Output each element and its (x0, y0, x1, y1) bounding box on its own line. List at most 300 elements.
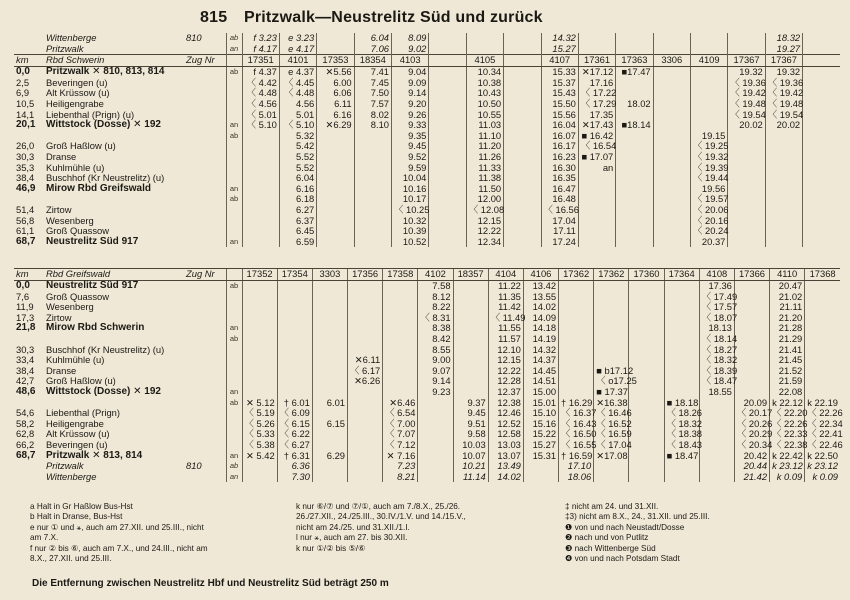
time-cell: 21.45 (770, 355, 805, 366)
time-cell: 〈 5.01 (242, 110, 279, 121)
km-cell: 33,4 (16, 354, 35, 366)
time-cell (734, 387, 769, 398)
arrival-departure-marker: ab (226, 461, 242, 472)
time-cell (429, 237, 466, 248)
footnote-line: k nur ⑥/⑦ und ⑦/①, auch am 7./8.X., 25./26. (296, 502, 461, 511)
time-cell: 12.10 (488, 345, 523, 356)
time-cell (418, 440, 453, 451)
time-cell: 〈 19.48 (765, 99, 802, 110)
time-cell (594, 345, 629, 356)
timetable-title (200, 9, 660, 27)
time-cell: 8.21 (383, 472, 418, 483)
time-cell: 15.50 (541, 99, 578, 110)
connection-cell (184, 88, 226, 99)
time-cell: 6.15 (312, 419, 347, 430)
station-name: Zirtow (46, 203, 72, 215)
time-cell: 7.58 (418, 281, 453, 292)
station-name: Dranse (46, 150, 77, 162)
station-name: Groß Haßlow (u) (46, 140, 116, 152)
time-cell: 16.47 (541, 184, 578, 195)
time-cell: 16.48 (541, 194, 578, 205)
time-cell: 9.33 (392, 120, 429, 131)
timetable-row (14, 269, 840, 281)
time-cell: 21.59 (770, 376, 805, 387)
time-cell: 21.42 (734, 472, 769, 483)
time-cell: 〈 5.33 (242, 429, 277, 440)
time-cell: ✕17.43 (578, 120, 615, 131)
time-cell: 15.43 (541, 88, 578, 99)
time-cell (504, 44, 541, 55)
time-cell (578, 205, 615, 216)
time-cell: 9.07 (418, 366, 453, 377)
time-cell (803, 173, 840, 184)
timetable-row (14, 152, 840, 163)
train-number: 17366 (734, 269, 769, 281)
time-cell (354, 184, 391, 195)
time-cell (803, 99, 840, 110)
train-number: 17353 (317, 55, 354, 67)
time-cell (629, 281, 664, 292)
time-cell: 15.27 (541, 44, 578, 55)
time-cell: 〈 16.43 (559, 419, 594, 430)
connection-cell (184, 184, 226, 195)
time-cell: 10.43 (466, 88, 503, 99)
time-cell (348, 440, 383, 451)
time-cell: 5.32 (279, 131, 316, 142)
time-cell: ■17.47 (616, 67, 653, 78)
time-cell (242, 323, 277, 334)
km-cell: 68,7 (16, 235, 36, 247)
time-cell (691, 33, 728, 44)
time-cell (559, 387, 594, 398)
time-cell (277, 281, 312, 292)
time-cell: 〈 19.48 (728, 99, 765, 110)
time-cell: 9.26 (392, 110, 429, 121)
time-cell (348, 472, 383, 483)
connection-cell (184, 237, 226, 248)
arrival-departure-marker: an (226, 44, 242, 55)
timetable-row (14, 408, 840, 419)
time-cell (616, 194, 653, 205)
time-cell (664, 472, 699, 483)
time-cell (578, 33, 615, 44)
time-cell (277, 355, 312, 366)
time-cell (699, 408, 734, 419)
time-cell: 16.35 (541, 173, 578, 184)
time-cell (317, 237, 354, 248)
time-cell: 6.11 (317, 99, 354, 110)
time-cell (242, 163, 279, 174)
time-cell (765, 163, 802, 174)
station-name: Pritzwalk ✕ 813, 814 (46, 449, 143, 461)
time-cell (242, 355, 277, 366)
time-cell (383, 355, 418, 366)
train-number: 4106 (523, 269, 558, 281)
station-name: Beveringen (u) (46, 438, 108, 450)
arrival-departure-marker: an (226, 387, 242, 398)
time-cell (664, 345, 699, 356)
time-cell (805, 323, 840, 334)
time-cell (578, 237, 615, 248)
time-cell (317, 226, 354, 237)
time-cell (629, 302, 664, 313)
timetable-row (14, 387, 840, 398)
footnote-line: 8.X., 27.XII. und 25.III. (30, 554, 112, 564)
time-cell: 16.04 (541, 120, 578, 131)
connection-cell (184, 398, 226, 409)
km-cell: 35,3 (16, 161, 35, 173)
station-name: Dranse (46, 364, 77, 376)
time-cell (277, 345, 312, 356)
time-cell: 11.10 (466, 131, 503, 142)
time-cell (629, 387, 664, 398)
time-cell (242, 184, 279, 195)
time-cell (803, 44, 840, 55)
time-cell (629, 461, 664, 472)
time-cell (803, 131, 840, 142)
time-cell: 9.58 (453, 429, 488, 440)
train-number: 18357 (453, 269, 488, 281)
km-cell: 38,4 (16, 172, 35, 184)
train-number: 17354 (277, 269, 312, 281)
arrival-departure-marker: ab (226, 33, 242, 44)
time-cell (805, 355, 840, 366)
km-cell: 10,5 (16, 97, 35, 109)
arrival-departure-marker (226, 269, 242, 281)
time-cell (523, 461, 558, 472)
time-cell: 15.27 (523, 440, 558, 451)
time-cell (504, 152, 541, 163)
time-cell: 17.36 (699, 281, 734, 292)
time-cell: 21.41 (770, 345, 805, 356)
time-cell: 〈 16.37 (559, 408, 594, 419)
time-cell: 19.27 (765, 44, 802, 55)
km-cell: 30,3 (16, 343, 35, 355)
time-cell (629, 472, 664, 483)
time-cell (242, 131, 279, 142)
train-number: 4103 (392, 55, 429, 67)
arrival-departure-marker (226, 419, 242, 430)
time-cell (728, 163, 765, 174)
connection-cell (184, 387, 226, 398)
time-cell: 11.33 (466, 163, 503, 174)
time-cell: 10.16 (392, 184, 429, 195)
time-cell (466, 44, 503, 55)
time-cell (578, 173, 615, 184)
time-cell: 〈 19.32 (691, 152, 728, 163)
time-cell: k 22.19 (805, 398, 840, 409)
km-cell: 38,4 (16, 364, 35, 376)
connection-cell (184, 429, 226, 440)
time-cell (629, 419, 664, 430)
time-cell (803, 141, 840, 152)
time-cell (312, 313, 347, 324)
time-cell: 17.04 (541, 216, 578, 227)
station-name: Buschhof (Kr Neustrelitz) (u) (46, 343, 165, 355)
time-cell: 21.52 (770, 366, 805, 377)
time-cell: 9.14 (392, 88, 429, 99)
arrival-departure-marker: an (226, 237, 242, 248)
time-cell (691, 78, 728, 89)
time-cell (765, 152, 802, 163)
train-number: 17358 (383, 269, 418, 281)
time-cell: 19.15 (691, 131, 728, 142)
time-cell: f 3.23 (242, 33, 279, 44)
footnote-line: am 7.X. (30, 533, 59, 543)
time-cell (805, 376, 840, 387)
time-cell: 〈 5.19 (242, 408, 277, 419)
time-cell: 〈 22.34 (805, 419, 840, 430)
time-cell (653, 120, 690, 131)
arrival-departure-marker: an (226, 120, 242, 131)
time-cell (664, 302, 699, 313)
time-cell: 〈 18.32 (664, 419, 699, 430)
time-cell (242, 194, 279, 205)
time-cell: 〈 8.31 (418, 313, 453, 324)
footnote-line: ❷ nach und von Putlitz (565, 533, 649, 543)
time-cell: 21.28 (770, 323, 805, 334)
connection-cell (184, 216, 226, 227)
time-cell: 〈 22.20 (770, 408, 805, 419)
time-cell (653, 194, 690, 205)
time-cell: 〈 16.52 (594, 419, 629, 430)
footnotes-left (30, 502, 290, 564)
time-cell: 〈 22.26 (770, 419, 805, 430)
time-cell (383, 302, 418, 313)
time-cell: 〈 6.09 (277, 408, 312, 419)
time-cell: 〈 4.48 (242, 88, 279, 99)
time-cell (699, 451, 734, 462)
time-cell (354, 163, 391, 174)
time-cell: 11.26 (466, 152, 503, 163)
time-cell: 11.50 (466, 184, 503, 195)
time-cell (277, 366, 312, 377)
time-cell (317, 194, 354, 205)
station-name: Pritzwalk ✕ 810, 813, 814 (46, 66, 165, 78)
footnote-line: 26./27.XII., 24./25.III., 30.IV./1.V. und 14./15.V., (296, 512, 466, 522)
time-cell (691, 99, 728, 110)
time-cell: 16.17 (541, 141, 578, 152)
timetable-row (14, 472, 840, 483)
time-cell (504, 173, 541, 184)
time-cell: an (578, 163, 615, 174)
footnote-line: ‡ nicht am 24. und 31.XII. (565, 502, 659, 511)
connection-cell (184, 334, 226, 345)
arrival-departure-marker (226, 292, 242, 303)
time-cell: 4.56 (279, 99, 316, 110)
time-cell: f 4.37 (242, 67, 279, 78)
time-cell: 〈 4.42 (242, 78, 279, 89)
time-cell: 〈 17.04 (594, 440, 629, 451)
arrival-departure-marker: ab (226, 334, 242, 345)
time-cell: 7.41 (354, 67, 391, 78)
time-cell (653, 99, 690, 110)
time-cell (629, 334, 664, 345)
arrival-departure-marker: ab (226, 67, 242, 78)
train-number: 4102 (418, 269, 453, 281)
arrival-departure-marker (226, 173, 242, 184)
arrival-departure-marker: ab (226, 281, 242, 292)
station-name: Neustrelitz Süd 917 (46, 235, 139, 247)
time-cell: † 6.01 (277, 398, 312, 409)
time-cell (664, 366, 699, 377)
time-cell (418, 419, 453, 430)
time-cell (348, 292, 383, 303)
time-cell: 21.02 (770, 292, 805, 303)
time-cell: 〈 16.55 (559, 440, 594, 451)
time-cell (453, 302, 488, 313)
station-name: Groß Haßlow (u) (46, 375, 116, 387)
time-cell (466, 33, 503, 44)
time-cell (803, 67, 840, 78)
time-cell (616, 33, 653, 44)
train-number: 4105 (466, 55, 503, 67)
time-cell: 15.33 (541, 67, 578, 78)
time-cell: k 22.42 (770, 451, 805, 462)
time-cell: 13.03 (488, 440, 523, 451)
km-cell (14, 334, 44, 345)
time-cell (418, 461, 453, 472)
time-cell (559, 292, 594, 303)
timetable-outbound (14, 33, 840, 247)
time-cell: 7.23 (383, 461, 418, 472)
station-name: Buschhof (Kr Neustrelitz) (u) (46, 172, 165, 184)
time-cell: 14.02 (523, 302, 558, 313)
time-cell (734, 366, 769, 377)
time-cell: 8.22 (418, 302, 453, 313)
time-cell: 9.09 (392, 78, 429, 89)
time-cell: ✕ 5.12 (242, 398, 277, 409)
time-cell: 7.30 (277, 472, 312, 483)
time-cell: k 0.09 (805, 472, 840, 483)
time-cell: 5.52 (279, 163, 316, 174)
time-cell (317, 33, 354, 44)
time-cell: k 22.50 (805, 451, 840, 462)
timetable-return (14, 268, 843, 482)
time-cell (664, 461, 699, 472)
train-number: 17364 (664, 269, 699, 281)
connection-cell (184, 472, 226, 483)
station-name: Neustrelitz Süd 917 (46, 280, 139, 291)
km-cell: 46,9 (16, 182, 36, 194)
time-cell: 11.55 (488, 323, 523, 334)
time-cell: 20.37 (691, 237, 728, 248)
time-cell (453, 345, 488, 356)
time-cell: 〈 4.56 (242, 99, 279, 110)
time-cell (312, 334, 347, 345)
time-cell: 14.02 (488, 472, 523, 483)
time-cell: 9.45 (392, 141, 429, 152)
connection-cell (184, 141, 226, 152)
connection-cell (184, 226, 226, 237)
time-cell: 17.24 (541, 237, 578, 248)
timetable-row (14, 440, 840, 451)
time-cell (242, 216, 279, 227)
time-cell (242, 226, 279, 237)
time-cell (734, 323, 769, 334)
time-cell (803, 194, 840, 205)
time-cell: 9.35 (392, 131, 429, 142)
time-cell (629, 440, 664, 451)
time-cell (594, 313, 629, 324)
time-cell (348, 281, 383, 292)
time-cell (418, 451, 453, 462)
time-cell (383, 334, 418, 345)
time-cell: 8.38 (418, 323, 453, 334)
timetable-row (14, 451, 840, 462)
time-cell: 18.32 (765, 33, 802, 44)
time-cell: 〈 6.54 (383, 408, 418, 419)
km-cell: 51,4 (16, 203, 35, 215)
time-cell: 19.56 (691, 184, 728, 195)
time-cell: ✕16.38 (594, 398, 629, 409)
time-cell (653, 44, 690, 55)
time-cell (453, 281, 488, 292)
train-number: 3303 (312, 269, 347, 281)
footnote-line: ❸ nach Wittenberge Süd (565, 543, 656, 553)
time-cell: 11.35 (488, 292, 523, 303)
arrival-departure-marker: ab (226, 194, 242, 205)
time-cell (594, 281, 629, 292)
time-cell: 〈 20.16 (691, 216, 728, 227)
time-cell: 8.12 (418, 292, 453, 303)
time-cell (354, 237, 391, 248)
time-cell (664, 292, 699, 303)
time-cell: 6.00 (317, 78, 354, 89)
time-cell (805, 387, 840, 398)
km-cell: 17,3 (16, 311, 35, 323)
time-cell (664, 387, 699, 398)
time-cell (765, 194, 802, 205)
time-cell: † 16.29 (559, 398, 594, 409)
time-cell (453, 334, 488, 345)
time-cell (728, 173, 765, 184)
station-name: Kuhlmühle (u) (46, 161, 105, 173)
station-name: Rbd Schwerin (44, 55, 184, 67)
time-cell: 9.00 (418, 355, 453, 366)
connection-cell (184, 99, 226, 110)
timetable-row (14, 461, 840, 472)
time-cell: ■ b17.12 (594, 366, 629, 377)
time-cell: 19.32 (765, 67, 802, 78)
time-cell (277, 334, 312, 345)
connection-cell (184, 120, 226, 131)
station-name: Rbd Greifswald (44, 269, 184, 281)
time-cell: 〈 20.34 (734, 440, 769, 451)
time-cell (728, 226, 765, 237)
time-cell: 14.19 (523, 334, 558, 345)
time-cell (312, 429, 347, 440)
time-cell (653, 67, 690, 78)
arrival-departure-marker (226, 55, 242, 67)
time-cell (805, 302, 840, 313)
time-cell: 20.09 (734, 398, 769, 409)
time-cell: 10.17 (392, 194, 429, 205)
footnote-line: a Halt in Gr Haßlow Bus-Hst (30, 502, 133, 511)
time-cell (383, 281, 418, 292)
footnote-line: f nur ② bis ⑥, auch am 7.X., und 24.III., nicht am (30, 543, 208, 553)
time-cell: 9.23 (418, 387, 453, 398)
arrival-departure-marker (226, 408, 242, 419)
time-cell (317, 163, 354, 174)
time-cell (691, 44, 728, 55)
time-cell: 15.16 (523, 419, 558, 430)
time-cell (765, 131, 802, 142)
time-cell: 12.22 (466, 226, 503, 237)
time-cell: 13.49 (488, 461, 523, 472)
time-cell: 〈 18.32 (699, 355, 734, 366)
time-cell (312, 345, 347, 356)
